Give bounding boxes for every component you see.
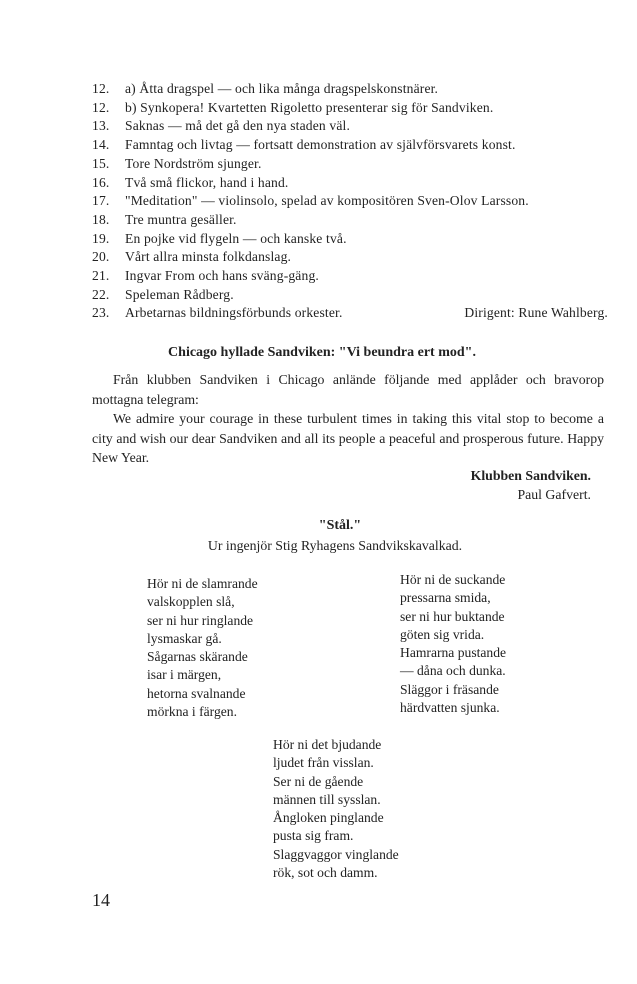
telegram-intro: Från klubben Sandviken i Chicago anlände följande med applåder och bravorop mottagna telegram: <box>92 372 604 407</box>
verse-line: Släggor i fräsande <box>400 681 499 697</box>
list-item: 12. a) Åtta dragspel — och lika många dragspelskonstnärer. <box>92 81 439 96</box>
verse-line: härdvatten sjunka. <box>400 700 500 716</box>
poem-stanza-3 <box>273 736 399 882</box>
program-list <box>92 80 612 323</box>
orchestra-text: Arbetarnas bildningsförbunds orkester. <box>125 305 343 321</box>
page-number: 14 <box>92 890 110 910</box>
verse-line: hetorna svalnande <box>147 685 246 701</box>
verse-line: Hör ni de slamrande <box>147 576 258 591</box>
list-item: 15. Tore Nordström sjunger. <box>92 155 262 171</box>
telegram-text: We admire your courage in these turbulent times in taking this vital stop to become a city and wish our dear Sandviken and all its people a peaceful and prosperous future. Happy New Year. <box>92 411 604 466</box>
list-item: 22. Speleman Rådberg. <box>92 286 234 302</box>
verse-line: Hamrarna pustande <box>400 645 507 661</box>
verse-line: Ångloken pinglande <box>273 810 384 826</box>
list-item: 14. Famntag och livtag — fortsatt demonstration av självförsvarets konst. <box>92 137 516 153</box>
poem-stanza-1 <box>147 575 258 721</box>
list-item: 12. b) Synkopera! Kvartetten Rigoletto presenterar sig för Sandviken. <box>92 99 494 115</box>
poem-stanza-2 <box>400 571 506 717</box>
list-item: 17. "Meditation" — violinsolo, spelad av kompositören Sven-Olov Larsson. <box>92 193 529 209</box>
verse-line: ser ni hur ringlande <box>147 612 254 628</box>
chicago-heading: Chicago hyllade Sandviken: "Vi beundra ert mod". <box>168 345 476 360</box>
list-item: 16. Två små flickor, hand i hand. <box>92 174 289 190</box>
poem-subtitle: Ur ingenjör Stig Ryhagens Sandvikskavalkad. <box>207 538 463 553</box>
list-item: 21. Ingvar From och hans sväng-gäng. <box>92 268 319 284</box>
verse-line: göten sig vrida. <box>400 626 485 642</box>
verse-line: Slaggvaggor vinglande <box>273 846 399 862</box>
verse-line: mörkna i färgen. <box>147 704 237 720</box>
verse-line: ljudet från visslan. <box>273 755 374 771</box>
signature-name: Paul Gafvert. <box>517 487 591 502</box>
list-item-last: 23. Arbetarnas bildningsförbunds orkester. Dirigent: Rune Wahlberg. <box>92 304 612 323</box>
verse-line: isar i märgen, <box>147 667 222 683</box>
verse-line: Hör ni de suckande <box>400 572 506 587</box>
list-item: 13. Saknas — må det gå den nya staden väl. <box>92 118 351 134</box>
verse-line: Ser ni de gående <box>273 773 364 789</box>
verse-line: lysmaskar gå. <box>147 630 222 646</box>
list-item: 19. En pojke vid flygeln — och kanske två. <box>92 230 347 246</box>
list-item: 18. Tre muntra gesäller. <box>92 211 237 227</box>
verse-line: — dåna och dunka. <box>400 663 506 679</box>
verse-line: männen till sysslan. <box>273 791 381 807</box>
verse-line: rök, sot och damm. <box>273 865 378 881</box>
poem-title: "Stål." <box>318 518 362 533</box>
verse-line: valskopplen slå, <box>147 594 235 610</box>
verse-line: Hör ni det bjudande <box>273 737 382 752</box>
verse-line: pressarna smida, <box>400 590 491 606</box>
list-item: 20. Vårt allra minsta folkdanslag. <box>92 249 292 265</box>
conductor-text: Dirigent: Rune Wahlberg. <box>464 305 608 321</box>
verse-line: Sågarnas skärande <box>147 649 248 665</box>
verse-line: ser ni hur buktande <box>400 608 505 624</box>
signature-club: Klubben Sandviken. <box>470 468 591 483</box>
verse-line: pusta sig fram. <box>273 828 354 844</box>
